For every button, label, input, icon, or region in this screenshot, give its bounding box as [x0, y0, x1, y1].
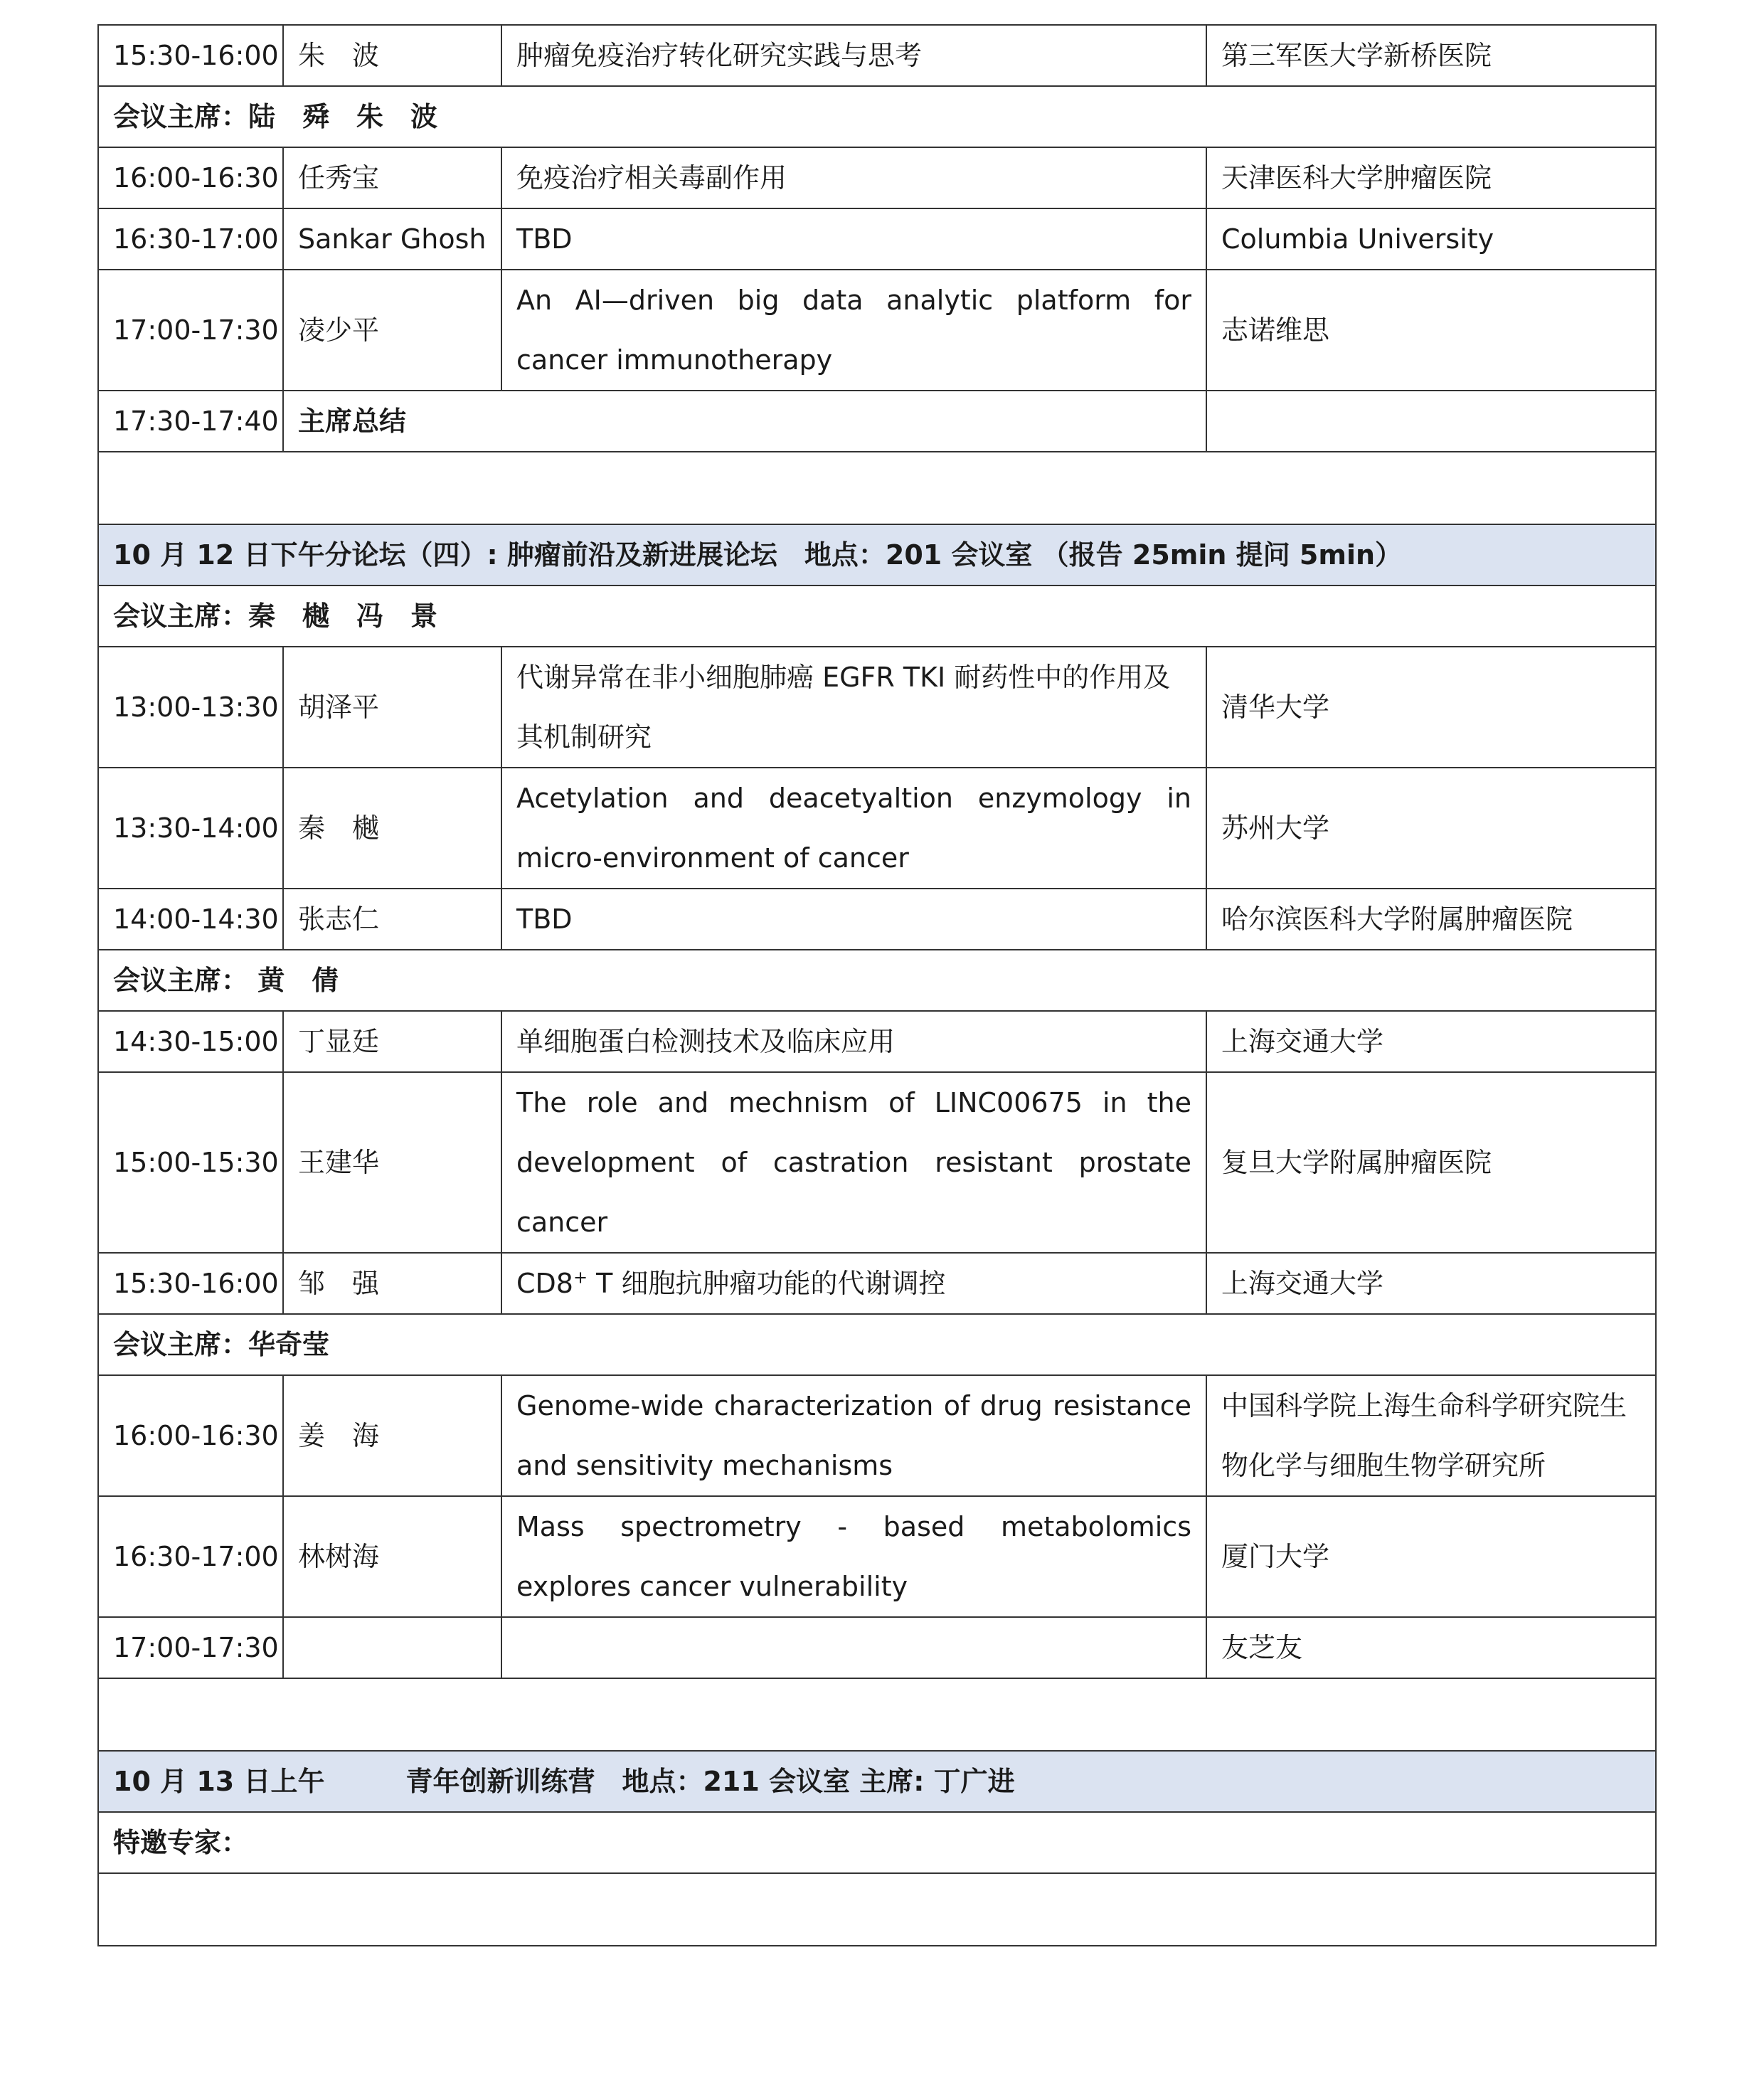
speaker-cell: 林树海 — [283, 1496, 501, 1617]
speaker-cell: 朱 波 — [283, 25, 501, 86]
title-cell — [501, 1617, 1206, 1678]
affiliation-cell: 志诺维思 — [1206, 270, 1656, 391]
affiliation-cell: 哈尔滨医科大学附属肿瘤医院 — [1206, 889, 1656, 950]
talk-row — [98, 647, 1656, 768]
title-cell: Genome-wide characterization of drug resistance and sensitivity mechanisms — [501, 1375, 1206, 1496]
talk-row — [98, 270, 1656, 391]
title-cell: 代谢异常在非小细胞肺癌 EGFR TKI 耐药性中的作用及其机制研究 — [501, 647, 1206, 768]
talk-row — [98, 889, 1656, 950]
title-prefix: CD8 — [516, 1268, 573, 1299]
empty-cell — [98, 1678, 1656, 1751]
time-cell: 13:30-14:00 — [98, 768, 283, 889]
affiliation-cell: 厦门大学 — [1206, 1496, 1656, 1617]
title-rest: T 细胞抗肿瘤功能的代谢调控 — [588, 1268, 946, 1299]
talk-row — [98, 1617, 1656, 1678]
spacer-row — [98, 1678, 1656, 1751]
time-cell: 17:00-17:30 — [98, 1617, 283, 1678]
spacer-row — [98, 452, 1656, 524]
title-cell: TBD — [501, 208, 1206, 270]
time-cell: 14:30-15:00 — [98, 1011, 283, 1072]
summary-row — [98, 391, 1656, 452]
talk-row — [98, 147, 1656, 208]
session-chair: 会议主席： 黄 倩 — [98, 950, 1656, 1011]
session-header-row — [98, 1751, 1656, 1812]
time-cell: 13:00-13:30 — [98, 647, 283, 768]
speaker-cell: 秦 樾 — [283, 768, 501, 889]
affiliation-cell: 清华大学 — [1206, 647, 1656, 768]
title-cell: TBD — [501, 889, 1206, 950]
title-cell: 肿瘤免疫治疗转化研究实践与思考 — [501, 25, 1206, 86]
speaker-cell: Sankar Ghosh — [283, 208, 501, 270]
time-cell: 17:00-17:30 — [98, 270, 283, 391]
talk-row — [98, 1496, 1656, 1617]
session-header: 10 月 13 日上午 青年创新训练营 地点：211 会议室 主席: 丁广进 — [98, 1751, 1656, 1812]
affiliation-cell: 复旦大学附属肿瘤医院 — [1206, 1072, 1656, 1253]
time-cell: 15:00-15:30 — [98, 1072, 283, 1253]
affiliation-cell: Columbia University — [1206, 208, 1656, 270]
superscript-plus: + — [573, 1267, 588, 1288]
session-chair: 会议主席：陆 舜 朱 波 — [98, 86, 1656, 147]
talk-row — [98, 1011, 1656, 1072]
title-cell: 免疫治疗相关毒副作用 — [501, 147, 1206, 208]
affiliation-cell: 天津医科大学肿瘤医院 — [1206, 147, 1656, 208]
time-cell: 16:30-17:00 — [98, 1496, 283, 1617]
label-row — [98, 1812, 1656, 1873]
speaker-cell: 邹 强 — [283, 1253, 501, 1314]
affiliation-cell: 第三军医大学新桥医院 — [1206, 25, 1656, 86]
speaker-cell: 姜 海 — [283, 1375, 501, 1496]
chair-row — [98, 950, 1656, 1011]
time-cell: 15:30-16:00 — [98, 1253, 283, 1314]
talk-row — [98, 1072, 1656, 1253]
chair-row — [98, 86, 1656, 147]
session-header: 10 月 12 日下午分论坛（四）: 肿瘤前沿及新进展论坛 地点：201 会议室 （报告 25min 提问 5min） — [98, 524, 1656, 586]
time-cell: 14:00-14:30 — [98, 889, 283, 950]
time-cell: 16:00-16:30 — [98, 147, 283, 208]
speaker-cell: 凌少平 — [283, 270, 501, 391]
time-cell: 17:30-17:40 — [98, 391, 283, 452]
title-cell: The role and mechnism of LINC00675 in the development of castration resistant prostate cancer — [501, 1072, 1206, 1253]
affiliation-cell: 上海交通大学 — [1206, 1011, 1656, 1072]
schedule-table — [97, 24, 1657, 1946]
session-chair: 会议主席：华奇莹 — [98, 1314, 1656, 1375]
affiliation-cell: 上海交通大学 — [1206, 1253, 1656, 1314]
time-cell: 16:00-16:30 — [98, 1375, 283, 1496]
speaker-cell: 任秀宝 — [283, 147, 501, 208]
speaker-cell: 丁显廷 — [283, 1011, 501, 1072]
session-chair: 会议主席：秦 樾 冯 景 — [98, 586, 1656, 647]
invited-experts-label: 特邀专家： — [98, 1812, 1656, 1873]
session-header-row — [98, 524, 1656, 586]
affiliation-cell — [1206, 391, 1656, 452]
chair-row — [98, 586, 1656, 647]
affiliation-cell: 苏州大学 — [1206, 768, 1656, 889]
spacer-row — [98, 1873, 1656, 1946]
speaker-cell: 王建华 — [283, 1072, 501, 1253]
time-cell: 15:30-16:00 — [98, 25, 283, 86]
title-cell: 单细胞蛋白检测技术及临床应用 — [501, 1011, 1206, 1072]
title-cell: Acetylation and deacetyaltion enzymology in micro-environment of cancer — [501, 768, 1206, 889]
empty-cell — [98, 1873, 1656, 1946]
affiliation-cell: 中国科学院上海生命科学研究院生物化学与细胞生物学研究所 — [1206, 1375, 1656, 1496]
speaker-cell — [283, 1617, 501, 1678]
affiliation-cell: 友芝友 — [1206, 1617, 1656, 1678]
title-cell: An AI—driven big data analytic platform for cancer immunotherapy — [501, 270, 1206, 391]
talk-row — [98, 1375, 1656, 1496]
title-cell: Mass spectrometry - based metabolomics explores cancer vulnerability — [501, 1496, 1206, 1617]
chair-row — [98, 1314, 1656, 1375]
talk-row — [98, 25, 1656, 86]
summary-label: 主席总结 — [283, 391, 1206, 452]
speaker-cell: 胡泽平 — [283, 647, 501, 768]
talk-row — [98, 208, 1656, 270]
speaker-cell: 张志仁 — [283, 889, 501, 950]
title-cell — [501, 1253, 1206, 1314]
empty-cell — [98, 452, 1656, 524]
time-cell: 16:30-17:00 — [98, 208, 283, 270]
talk-row — [98, 1253, 1656, 1314]
talk-row — [98, 768, 1656, 889]
